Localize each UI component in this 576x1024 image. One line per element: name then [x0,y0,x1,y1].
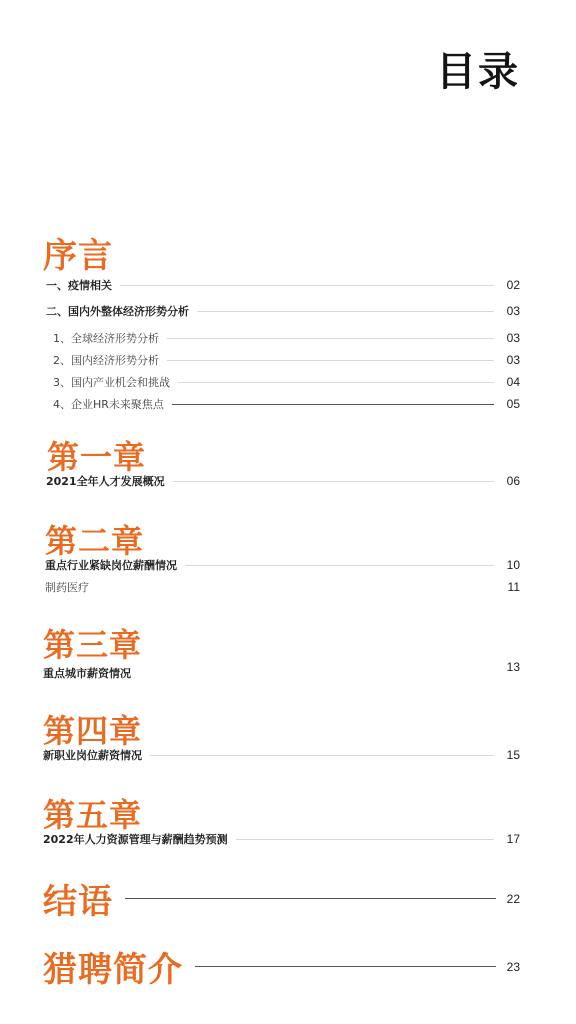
leader-line [167,338,494,339]
chapter5-heading: 第五章 [43,796,143,834]
toc-entry-key-industry[interactable] [45,556,520,574]
toc-page-number: 22 [506,891,520,906]
toc-page-number: 11 [507,580,520,594]
leader-line [120,285,494,286]
toc-entry-economy[interactable] [46,302,520,320]
leader-line [150,755,494,756]
toc-entry-conclusion[interactable] [43,874,520,923]
company-intro-heading: 猎聘简介 [43,950,183,990]
chapter3-heading: 第三章 [43,626,143,664]
toc-entry-new-jobs[interactable] [43,746,520,764]
preface-heading: 序言 [43,236,113,276]
toc-page-number: 10 [506,558,520,572]
toc-page-number: 05 [506,397,520,411]
toc-entry-label: 制药医疗 [45,581,89,594]
toc-page-number: 15 [506,748,520,762]
toc-entry-company-intro[interactable] [43,942,520,991]
toc-page-number: 02 [506,278,520,292]
leader-line [167,360,494,361]
toc-entry-talent-overview[interactable] [46,472,520,490]
toc-entry-pharma[interactable] [45,578,520,596]
toc-page-number: 03 [506,353,520,367]
chapter1-heading: 第一章 [47,438,147,476]
toc-entry-label: 二、国内外整体经济形势分析 [46,305,189,318]
toc-entry-label: 1、全球经济形势分析 [53,332,159,345]
chapter2-heading: 第二章 [45,522,145,560]
toc-entry-label: 4、企业HR未来聚焦点 [53,398,164,411]
toc-entry-city-salary[interactable] [43,660,520,682]
leader-line [139,673,494,674]
leader-line [173,481,494,482]
leader-line [178,382,494,383]
toc-entry-label: 新职业岗位薪资情况 [43,749,142,762]
conclusion-heading: 结语 [43,882,113,922]
toc-page-number: 03 [506,331,520,345]
toc-entry-epidemic[interactable] [46,276,520,294]
toc-entry-hr-trends[interactable] [43,830,520,848]
toc-entry-global-economy[interactable] [53,329,520,347]
toc-entry-label: 重点城市薪资情况 [43,667,131,680]
leader-line [97,587,494,588]
toc-entry-label: 2021全年人才发展概况 [46,475,165,488]
toc-entry-label: 重点行业紧缺岗位薪酬情况 [45,559,177,572]
leader-line [185,565,494,566]
leader-line [197,311,494,312]
leader-line [125,898,496,899]
leader-line [195,966,496,967]
chapter4-heading: 第四章 [43,712,143,750]
toc-entry-label: 一、疫情相关 [46,279,112,292]
toc-page-number: 03 [506,304,520,318]
toc-page-number: 04 [506,375,520,389]
toc-entry-industry[interactable] [53,373,520,391]
toc-page-number: 23 [506,959,520,974]
toc-entry-domestic-economy[interactable] [53,351,520,369]
toc-page-number: 13 [506,660,520,674]
toc-entry-label: 3、国内产业机会和挑战 [53,376,170,389]
toc-page-number: 17 [506,832,520,846]
leader-line [236,839,494,840]
toc-entry-label: 2022年人力资源管理与薪酬趋势预测 [43,833,228,846]
toc-page-number: 06 [506,474,520,488]
toc-entry-hr-focus[interactable] [53,395,520,413]
leader-line [172,404,494,405]
toc-entry-label: 2、国内经济形势分析 [53,354,159,367]
page-title: 目录 [436,49,520,95]
